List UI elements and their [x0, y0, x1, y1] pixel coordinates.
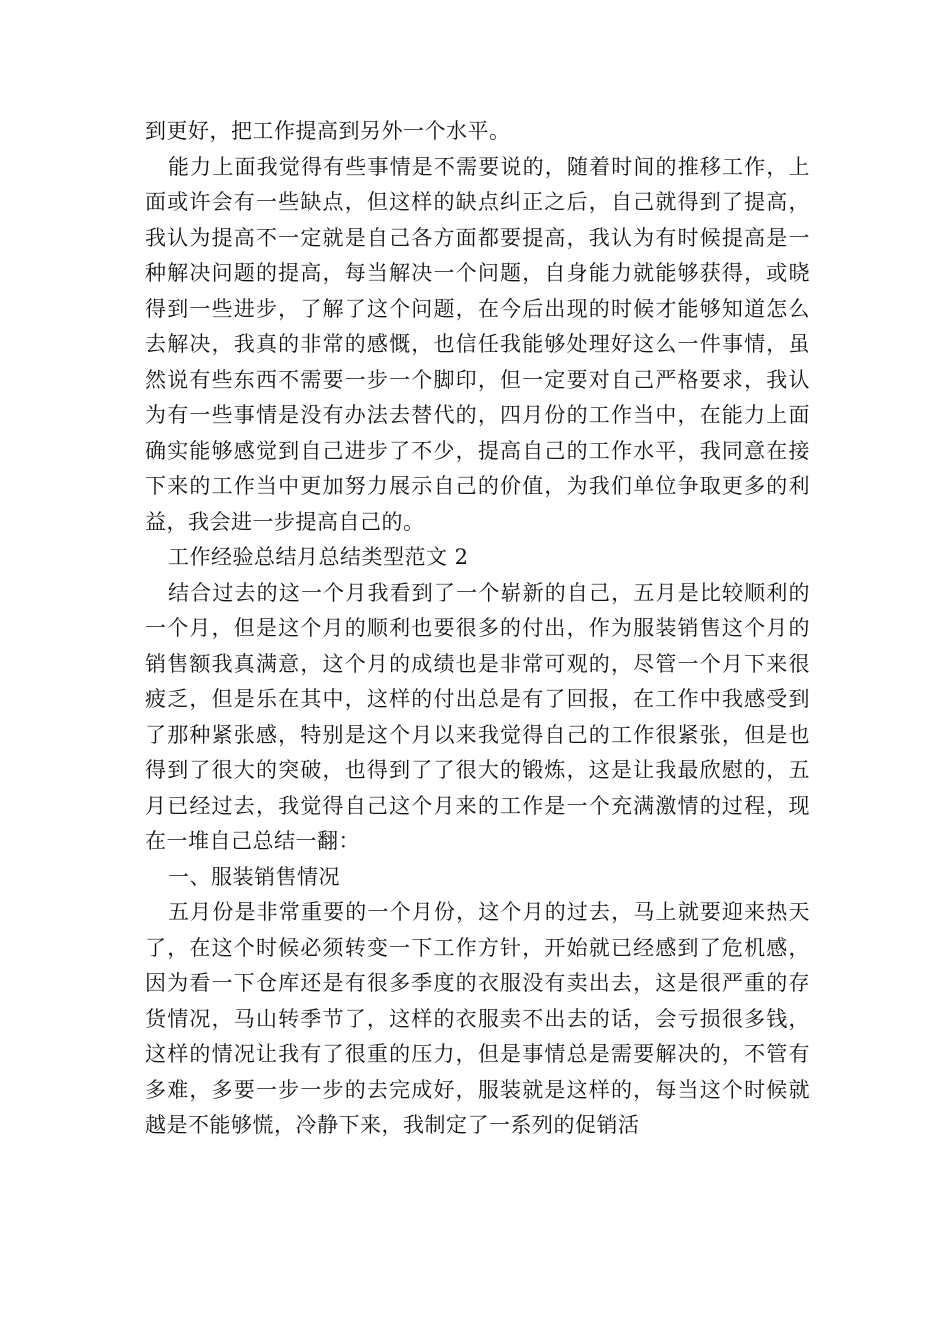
paragraph-may-summary: 结合过去的这一个月我看到了一个崭新的自己，五月是比较顺利的一个月，但是这个月的顺利也要很多的付出，作为服装销售这个月的销售额我真满意，这个月的成绩也是非常可观的，尽管一个月下来很疲乏，但是乐在其中，这样的付出总是有了回报，在工作中我感受到了那种紧张感，特别是这个月以来我觉得自己的工作很紧张，但是也得到了很大的突破，也得到了了很大的锻炼，这是让我最欣慰的，五月已经过去，我觉得自己这个月来的工作是一个充满激情的过程，现在一堆自己总结一翻：: [145, 580, 810, 853]
paragraph-sales: 五月份是非常重要的一个月份，这个月的过去，马上就要迎来热天了，在这个时候必须转变一下工作方针，开始就已经感到了危机感，因为看一下仓库还是有很多季度的衣服没有卖出去，这是很严重的存货情况，马山转季节了，这样的衣服卖不出去的话，会亏损很多钱，这样的情况让我有了很重的压力，但是事情总是需要解决的，不管有多难，多要一步一步的去完成好，服装就是这样的，每当这个时候就越是不能够慌，冷静下来，我制定了一系列的促销活: [145, 900, 810, 1137]
section-title: 工作经验总结月总结类型范文 2: [168, 545, 469, 569]
paragraph-continuation: 到更好，把工作提高到另外一个水平。: [145, 119, 511, 143]
document-body: [145, 114, 810, 1144]
paragraph-ability: 能力上面我觉得有些事情是不需要说的，随着时间的推移工作，上面或许会有一些缺点，但这样的缺点纠正之后，自己就得到了提高，我认为提高不一定就是自己各方面都要提高，我认为有时候提高是一种解决问题的提高，每当解决一个问题，自身能力就能够获得，或晓得到一些进步，了解了这个问题，在今后出现的时候才能够知道怎么去解决，我真的非常的感慨，也信任我能够处理好这么一件事情，虽然说有些东西不需要一步一个脚印，但一定要对自己严格要求，我认为有一些事情是没有办法去替代的，四月份的工作当中，在能力上面确实能够感觉到自己进步了不少，提高自己的工作水平，我同意在接下来的工作当中更加努力展示自己的价值，为我们单位争取更多的利益，我会进一步提高自己的。: [145, 154, 810, 534]
subsection-heading: 一、服装销售情况: [168, 864, 340, 889]
